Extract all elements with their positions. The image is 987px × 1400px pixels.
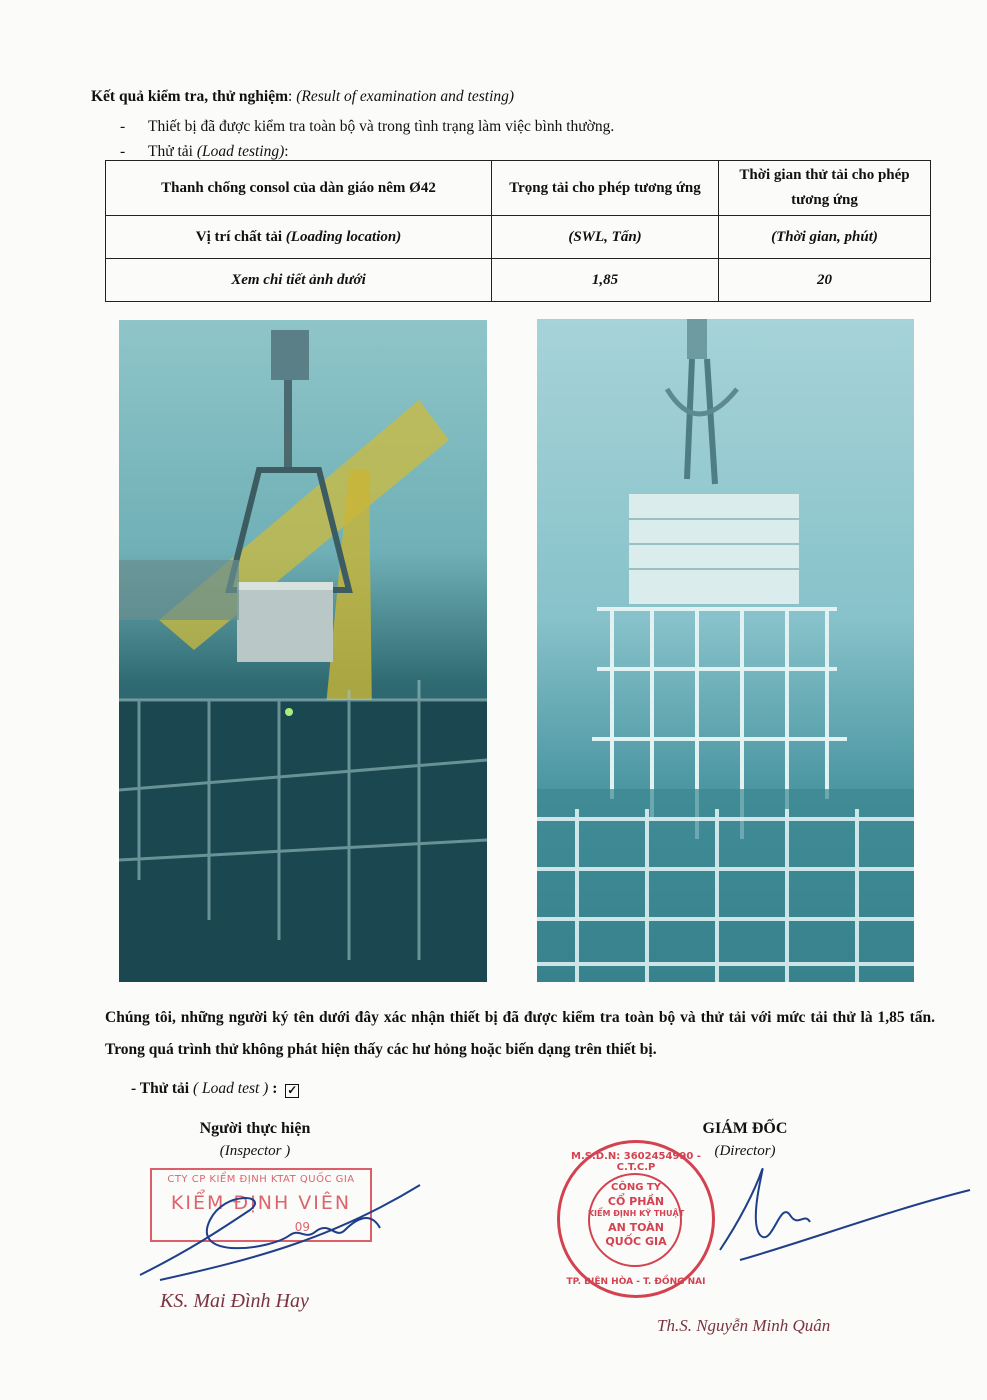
- seal-line: KIỂM ĐỊNH KỸ THUẬT: [587, 1209, 685, 1218]
- seal-line: CÔNG TY: [611, 1182, 661, 1193]
- load-test-checkbox[interactable]: ✓: [287, 1083, 298, 1097]
- cell-duration: 20: [719, 259, 931, 302]
- inspector-stamp-number: 09: [294, 1220, 310, 1234]
- inspector-stamp-role: KIỂM ĐỊNH VIÊN: [170, 1192, 352, 1214]
- header-equipment: Thanh chống consol của dàn giáo nêm Ø42: [106, 161, 492, 216]
- bullet-load-testing: [120, 143, 289, 161]
- results-heading-title: Kết quả kiểm tra, thử nghiệm: [91, 88, 289, 105]
- cell-swl: 1,85: [492, 259, 719, 302]
- load-test-table: [105, 160, 931, 302]
- load-test-photo-left: [119, 320, 487, 982]
- confirmation-statement: Chúng tôi, những người ký tên dưới đây xác nhận thiết bị đã được kiểm tra toàn bộ và thử tải với mức tải thử là 1,85 tấn. Trong quá trình thử không phát hiện thấy các hư hỏng hoặc biến dạng trên thiết bị.: [105, 1009, 935, 1058]
- subheader-location-english: (Loading location): [285, 228, 402, 245]
- subheader-location-text: Vị trí chất tải: [195, 228, 286, 245]
- bullet-dash: -: [120, 118, 126, 135]
- seal-line: QUỐC GIA: [605, 1235, 667, 1248]
- bullet-dash: -: [120, 143, 126, 160]
- inspector-title: Người thực hiện: [199, 1120, 311, 1137]
- seal-location: TP. BIÊN HÒA - T. ĐỒNG NAI: [566, 1277, 706, 1287]
- table-row: [106, 259, 931, 302]
- table-header-row: [106, 161, 931, 216]
- director-title: GIÁM ĐỐC: [702, 1120, 788, 1137]
- load-test-colon: :: [268, 1080, 278, 1097]
- seal-line: AN TOÀN: [608, 1221, 664, 1234]
- load-test-photo-right: [537, 319, 914, 982]
- seal-line: CỔ PHẦN: [607, 1195, 665, 1208]
- bullet-inspection-text: Thiết bị đã được kiểm tra toàn bộ và trong tình trạng làm việc bình thường.: [148, 118, 615, 135]
- subheader-duration-unit: (Thời gian, phút): [719, 216, 931, 259]
- company-seal: [557, 1140, 715, 1298]
- director-name: Th.S. Nguyễn Minh Quân: [657, 1316, 831, 1335]
- results-heading-english: (Result of examination and testing): [296, 88, 515, 105]
- inspector-name: KS. Mai Đình Hay: [160, 1290, 309, 1312]
- bullet-load-testing-english: (Load testing): [196, 143, 285, 160]
- director-signature: [700, 1160, 980, 1270]
- load-test-english: ( Load test ): [193, 1080, 269, 1097]
- results-heading: [91, 88, 514, 106]
- cell-location: Xem chi tiết ảnh dưới: [106, 259, 492, 302]
- bullet-inspection: [120, 118, 614, 136]
- inspector-subtitle: (Inspector ): [219, 1143, 291, 1159]
- director-subtitle: (Director): [714, 1143, 776, 1159]
- seal-registration: M.S.D.N: 3602454990 - C.T.C.P: [571, 1151, 701, 1173]
- results-heading-colon: :: [288, 88, 297, 105]
- bullet-load-testing-text: Thử tải: [148, 143, 197, 160]
- bullet-load-testing-colon: :: [284, 143, 289, 160]
- subheader-swl-unit: (SWL, Tấn): [492, 216, 719, 259]
- scaffold-load-illustration: [537, 319, 914, 982]
- header-swl: Trọng tải cho phép tương ứng: [492, 161, 719, 216]
- inspector-stamp-company: CTY CP KIỂM ĐỊNH KTAT QUỐC GIA: [167, 1174, 355, 1185]
- inspector-signature: [130, 1180, 430, 1290]
- load-test-checkbox-row: [131, 1080, 299, 1098]
- crane-lift-illustration: [119, 320, 487, 982]
- subheader-location: [106, 216, 492, 259]
- table-subheader-row: [106, 216, 931, 259]
- header-duration: Thời gian thử tải cho phép tương ứng: [719, 161, 931, 216]
- load-test-label: - Thử tải: [131, 1080, 193, 1097]
